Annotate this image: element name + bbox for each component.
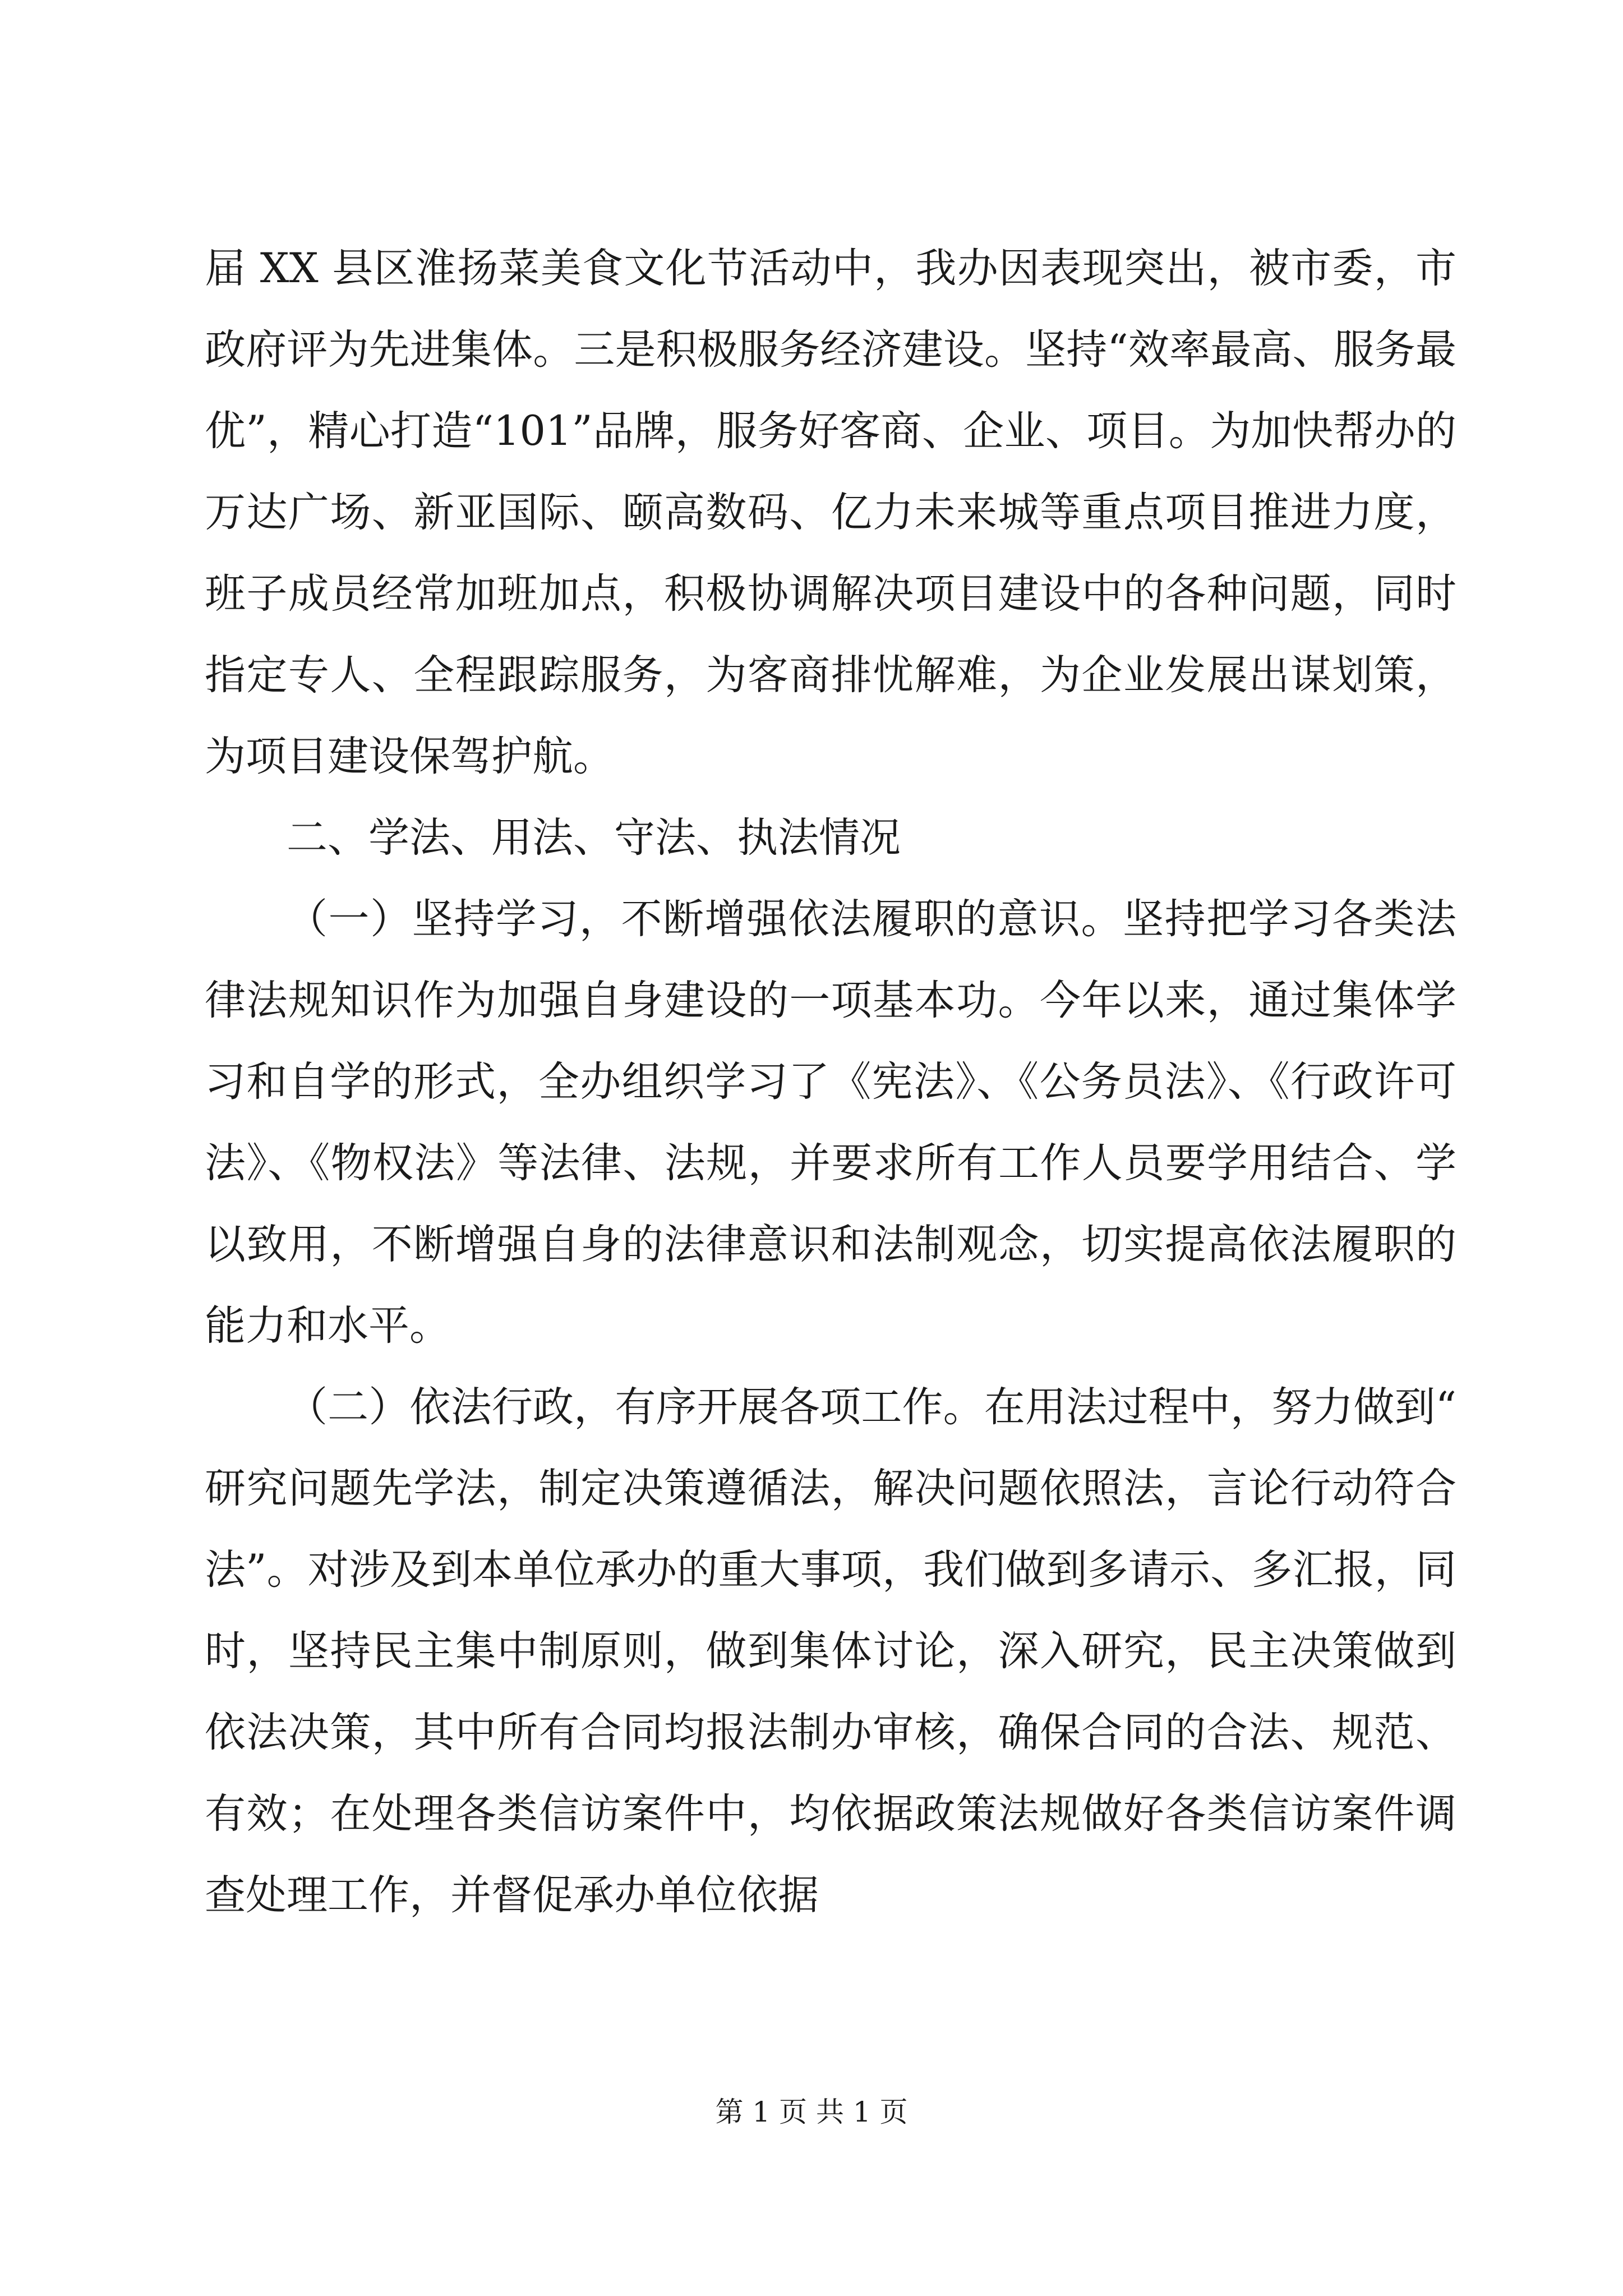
document-body [205, 228, 1456, 1936]
paragraph-administration-by-law: （二）依法行政，有序开展各项工作。在用法过程中，努力做到“研究问题先学法，制定决策遵循法，解决问题依照法，言论行动符合法”。对涉及到本单位承办的重大事项，我们做到多请示、多汇报，同时，坚持民主集中制原则，做到集体讨论，深入研究，民主决策做到依法决策，其中所有合同均报法制办审核，确保合同的合法、规范、有效；在处理各类信访案件中，均依据政策法规做好各类信访案件调查处理工作，并督促承办单位依据 [205, 1383, 1456, 1919]
paragraph-continuation: 届 XX 县区淮扬菜美食文化节活动中，我办因表现突出，被市委，市政府评为先进集体。三是积极服务经济建设。坚持“效率最高、服务最优”，精心打造“101”品牌，服务好客商、企业、项目。为加快帮办的万达广场、新亚国际、颐高数码、亿力未来城等重点项目推进力度，班子成员经常加班加点，积极协调解决项目建设中的各种问题，同时指定专人、全程跟踪服务，为客商排忧解难，为企业发展出谋划策，为项目建设保驾护航。 [205, 245, 1456, 780]
page-footer: 第 1 页 共 1 页 [715, 2096, 908, 2128]
paragraph-study-law: （一）坚持学习，不断增强依法履职的意识。坚持把学习各类法律法规知识作为加强自身建设的一项基本功。今年以来，通过集体学习和自学的形式，全办组织学习了《宪法》、《公务员法》、《行政许可法》、《物权法》等法律、法规，并要求所有工作人员要学用结合、学以致用，不断增强自身的法律意识和法制观念，切实提高依法履职的能力和水平。 [205, 895, 1456, 1350]
section-heading: 二、学法、用法、守法、执法情况 [287, 814, 901, 862]
